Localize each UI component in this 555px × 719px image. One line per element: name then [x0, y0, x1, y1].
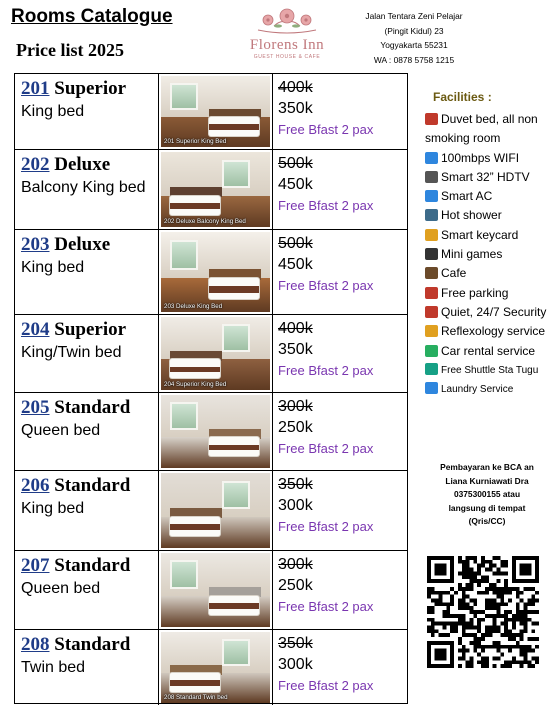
new-price: 300k [278, 497, 313, 514]
room-cell [15, 150, 159, 229]
room-photo [161, 473, 270, 548]
whatsapp-number: WA : 0878 5758 1215 [373, 54, 455, 65]
room-name [21, 319, 158, 341]
photo-caption: 201 Superior King Bed [164, 138, 227, 145]
price-cell [273, 393, 407, 470]
room-cell [15, 393, 159, 470]
room-type: Superior [54, 319, 127, 340]
room-name [21, 555, 158, 577]
breakfast-note: Free Bfast 2 pax [278, 519, 374, 534]
old-price: 400k [278, 320, 313, 337]
new-price: 350k [278, 100, 313, 117]
facilities-title: Facilities : [433, 90, 492, 104]
photo-cell [159, 630, 273, 705]
room-number: 203 [21, 234, 50, 255]
old-price: 500k [278, 235, 313, 252]
room-number: 208 [21, 634, 50, 655]
facility-label: Free parking [441, 285, 509, 300]
price-cell [273, 150, 407, 229]
room-row [15, 471, 407, 551]
room-number: 207 [21, 555, 50, 576]
shuttle-icon [425, 363, 438, 375]
room-name [21, 397, 158, 419]
laundry-icon [425, 382, 438, 394]
keycard-icon [425, 229, 438, 241]
new-price: 350k [278, 341, 313, 358]
room-row [15, 74, 407, 150]
page-title: Rooms Catalogue [11, 6, 173, 27]
facility-label: Smart 32” HDTV [441, 169, 530, 184]
logo-name: Florens Inn [249, 37, 325, 53]
facility-item [425, 322, 553, 341]
room-number: 204 [21, 319, 50, 340]
payment-line: 0375300155 atau [453, 489, 521, 500]
room-photo [161, 395, 270, 468]
room-number: 206 [21, 475, 50, 496]
facilities-list [425, 110, 553, 399]
facility-label: Duvet bed, all non smoking room [425, 112, 538, 146]
room-cell [15, 74, 159, 149]
facility-label: Laundry Service [441, 384, 514, 396]
photo-cell [159, 393, 273, 470]
breakfast-note: Free Bfast 2 pax [278, 599, 374, 614]
room-photo [161, 317, 270, 390]
old-price: 300k [278, 556, 313, 573]
address-line: (Pingit Kidul) 23 [384, 25, 444, 36]
breakfast-note: Free Bfast 2 pax [278, 363, 374, 378]
room-price-table [14, 73, 408, 704]
room-cell [15, 230, 159, 314]
room-name [21, 78, 158, 100]
photo-caption: 202 Deluxe Balcony King Bed [164, 218, 246, 225]
facility-item [425, 284, 553, 303]
facility-label: Quiet, 24/7 Security [441, 304, 547, 319]
price-cell [273, 630, 407, 705]
payment-line: Pembayaran ke BCA an [440, 462, 534, 472]
facility-item [425, 149, 553, 168]
payment-line: (Qris/CC) [468, 516, 506, 527]
bed-type: Queen bed [21, 422, 101, 439]
rental-car-icon [425, 345, 438, 357]
facility-label: Hot shower [441, 208, 502, 223]
new-price: 250k [278, 419, 313, 436]
snowflake-icon [425, 190, 438, 202]
breakfast-note: Free Bfast 2 pax [278, 278, 374, 293]
payment-line: Liana Kurniawati Dra [445, 475, 529, 486]
facility-item [425, 264, 553, 283]
flower-logo-icon [254, 6, 320, 36]
old-price: 350k [278, 635, 313, 652]
room-type: Deluxe [54, 234, 111, 255]
breakfast-note: Free Bfast 2 pax [278, 198, 374, 213]
breakfast-note: Free Bfast 2 pax [278, 441, 374, 456]
shower-icon [425, 209, 438, 221]
facility-label: Cafe [441, 266, 467, 281]
price-cell [273, 74, 407, 149]
room-row [15, 150, 407, 230]
room-name [21, 634, 158, 656]
room-row [15, 630, 407, 705]
facility-item [425, 245, 553, 264]
bed-type: King bed [21, 103, 85, 120]
price-cell [273, 551, 407, 629]
address-line: Yogyakarta 55231 [380, 40, 448, 50]
room-name [21, 475, 158, 497]
old-price: 500k [278, 155, 313, 172]
tv-icon [425, 171, 438, 183]
price-cell [273, 471, 407, 550]
logo [236, 6, 338, 66]
facility-label: Free Shuttle Sta Tugu [441, 364, 539, 376]
room-photo [161, 76, 270, 147]
photo-cell [159, 230, 273, 314]
room-photo [161, 232, 270, 312]
breakfast-note: Free Bfast 2 pax [278, 122, 374, 137]
room-cell [15, 551, 159, 629]
bed-type: King/Twin bed [21, 344, 122, 361]
room-number: 205 [21, 397, 50, 418]
old-price: 300k [278, 398, 313, 415]
new-price: 250k [278, 577, 313, 594]
room-cell [15, 471, 159, 550]
photo-caption: 203 Deluxe King Bed [164, 303, 223, 310]
payment-info [428, 461, 546, 529]
room-name [21, 234, 158, 256]
facility-item [425, 380, 553, 399]
breakfast-note: Free Bfast 2 pax [278, 678, 374, 693]
car-icon [425, 287, 438, 299]
room-type: Deluxe [54, 154, 111, 175]
new-price: 450k [278, 256, 313, 273]
room-cell [15, 315, 159, 392]
facility-item [425, 110, 553, 149]
facility-item [425, 187, 553, 206]
room-type: Superior [54, 78, 127, 99]
new-price: 450k [278, 176, 313, 193]
facility-item [425, 303, 553, 322]
wifi-icon [425, 152, 438, 164]
facility-item [425, 206, 553, 225]
room-type: Standard [54, 555, 131, 576]
photo-cell [159, 471, 273, 550]
address-line: Jalan Tentara Zeni Pelajar [365, 11, 463, 21]
facility-label: Smart keycard [441, 227, 519, 242]
photo-cell [159, 150, 273, 229]
room-row [15, 551, 407, 630]
room-type: Standard [54, 634, 131, 655]
room-row [15, 315, 407, 393]
room-photo [161, 553, 270, 627]
page-subtitle: Price list 2025 [16, 40, 124, 60]
old-price: 350k [278, 476, 313, 493]
price-cell [273, 230, 407, 314]
room-number: 201 [21, 78, 50, 99]
facility-item [425, 168, 553, 187]
facility-label: 100mbps WIFI [441, 150, 520, 165]
foot-icon [425, 325, 438, 337]
bed-type: King bed [21, 259, 85, 276]
photo-cell [159, 74, 273, 149]
bed-icon [425, 113, 438, 125]
facility-item [425, 342, 553, 361]
photo-caption: 204 Superior King Bed [164, 381, 227, 388]
bed-type: Twin bed [21, 659, 86, 676]
address-block [350, 9, 478, 67]
bed-type: King bed [21, 500, 85, 517]
room-cell [15, 630, 159, 705]
bed-type: Balcony King bed [21, 179, 146, 196]
photo-cell [159, 315, 273, 392]
facility-label: Car rental service [441, 343, 536, 358]
room-row [15, 230, 407, 315]
room-name [21, 154, 158, 176]
coffee-icon [425, 267, 438, 279]
facility-label: Mini games [441, 247, 503, 262]
facility-item [425, 226, 553, 245]
price-cell [273, 315, 407, 392]
room-photo [161, 632, 270, 703]
logo-tagline: GUEST HOUSE & CAFE [253, 54, 321, 60]
room-type: Standard [54, 475, 131, 496]
soccer-ball-icon [425, 248, 438, 260]
room-photo [161, 152, 270, 227]
photo-cell [159, 551, 273, 629]
new-price: 300k [278, 656, 313, 673]
room-number: 202 [21, 154, 50, 175]
photo-caption: 208 Standard Twin bed [164, 694, 228, 701]
old-price: 400k [278, 79, 313, 96]
facility-label: Reflexology service [441, 324, 546, 339]
room-type: Standard [54, 397, 131, 418]
qr-code[interactable] [427, 556, 539, 668]
facility-label: Smart AC [441, 189, 493, 204]
payment-line: langsung di tempat [448, 502, 526, 513]
bed-type: Queen bed [21, 580, 101, 597]
room-row [15, 393, 407, 471]
security-icon [425, 306, 438, 318]
facility-item [425, 361, 553, 380]
